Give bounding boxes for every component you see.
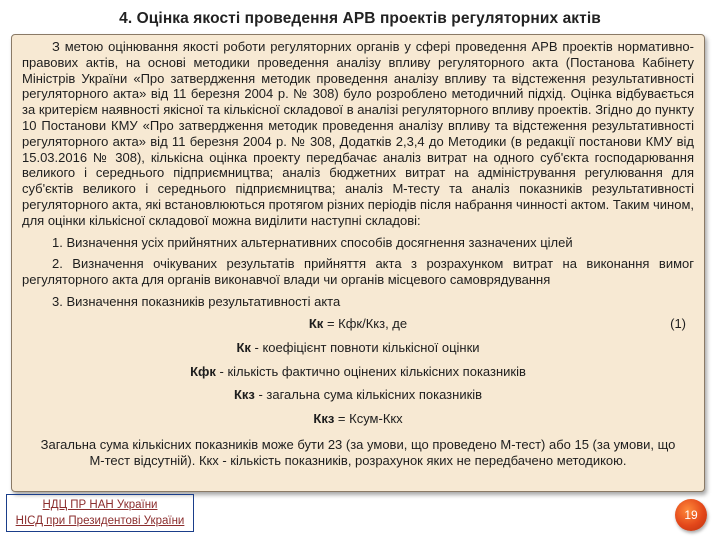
formula-2 <box>22 411 694 427</box>
definition-kfk <box>22 364 694 380</box>
definition-kkz-symbol: Ккз <box>233 387 255 403</box>
intro-paragraph: З метою оцінювання якості роботи регуляторних органів у сфері проведення АРВ проектів нормативно-правових актів, на основі методики проведення аналізу впливу регуляторного акта (Постанова Кабінету Міністрів України «Про затвердження методик проведення аналізу впливу та відстеження результативності регуляторного акта» від 11 березня 2004 р. № 308) було розроблено методичний підхід. Оцінка відбувається за критерієм наявності якісної та кількісної складової в аналізі регуляторного впливу проектів. Згідно до пункту 10 Постанови КМУ «Про затвердження методик проведення аналізу впливу та відстеження результативності регуляторного акта» від 11 березня 2004 р. № 308, Додатків 2,3,4 до Методики (в редакції постанови КМУ від 15.03.2016 № 308), кількісна оцінка проекту передбачає аналіз витрат на одного суб'єкта господарювання великого і середнього підприємництва; аналіз бюджетних витрат на адміністрування регулювання для суб'єктів великого і середнього підприємництва; аналіз М-тесту та аналіз показників результативності регуляторного акта, які встановлюються протягом різних періодів після набрання чинності актом. Таким чином, для оцінки кількісної складової можна виділити наступні складові: <box>22 39 694 228</box>
definition-kfk-text: - кількість фактично оцінених кількісних показників <box>215 363 526 379</box>
slide-title: 4. Оцінка якості проведення АРВ проектів регуляторних актів <box>119 10 601 27</box>
footer-link-ndc[interactable]: НДЦ ПР НАН України <box>42 499 158 511</box>
footer-links <box>6 494 194 532</box>
definition-kk <box>22 340 694 356</box>
page-number-badge: 19 <box>675 499 707 531</box>
definition-kk-text: - коефіцієнт повноти кількісної оцінки <box>250 339 480 355</box>
definition-kkz-text: - загальна сума кількісних показників <box>254 387 483 403</box>
definition-kfk-symbol: Кфк <box>190 363 216 379</box>
list-item-3: 3. Визначення показників результативності акта <box>52 293 341 309</box>
footer-link-nisd[interactable]: НІСД при Президентові України <box>15 515 185 527</box>
definition-kk-symbol: Кк <box>236 339 251 355</box>
formula-2-lhs: Ккз <box>313 411 335 427</box>
formula-number: (1) <box>670 315 686 331</box>
list-item-1: 1. Визначення усіх прийнятних альтернативних способів досягнення зазначених цілей <box>52 234 573 250</box>
list-item-2: 2. Визначення очікуваних результатів прийняття акта з розрахунком витрат на виконання вимог регуляторного акта для органів виконавчої влади чи органів місцевого самоврядування <box>22 256 694 288</box>
formula-1-lhs: Кк <box>308 315 324 331</box>
formula-1-rhs: = Кфк/Ккз, де <box>323 315 408 331</box>
definition-kkz <box>22 387 694 403</box>
formula-2-rhs: = Ксум-Ккх <box>334 411 403 427</box>
content-panel <box>11 34 705 492</box>
note-paragraph: Загальна сума кількісних показників може бути 23 (за умови, що проведено М-тест) або 15 (за умови, що М-тест відсутній). Ккх - кількість показників, розрахунок яких не передбачено методикою. <box>40 436 676 468</box>
formula-1 <box>22 316 694 332</box>
